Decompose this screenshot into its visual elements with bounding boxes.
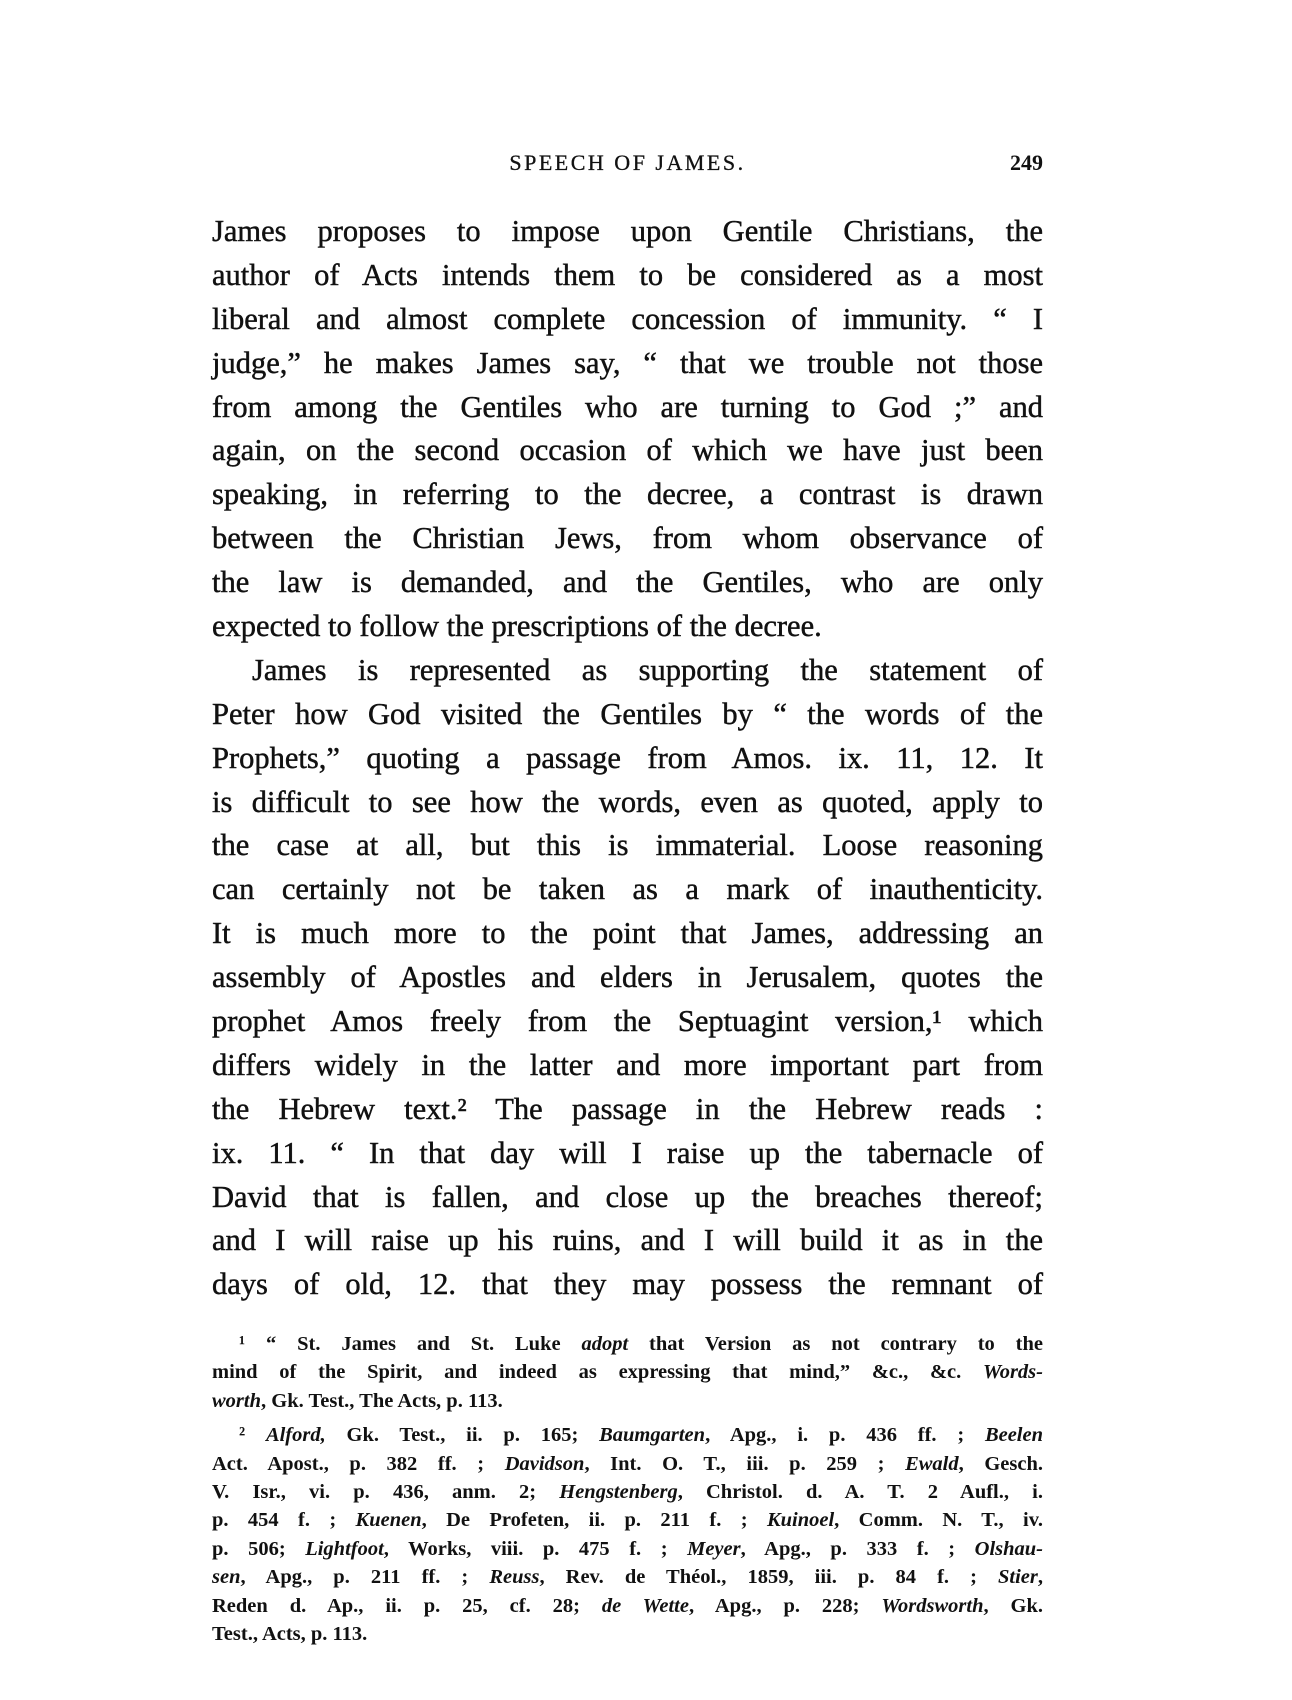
text-line: differs widely in the latter and more important part from bbox=[212, 1047, 1043, 1082]
text-line: is difficult to see how the words, even as quoted, apply to bbox=[212, 784, 1043, 819]
footnote-citation-italic: Hengstenberg bbox=[559, 1480, 678, 1503]
text-line: expected to follow the prescriptions of the decree. bbox=[212, 609, 822, 644]
text-line: can certainly not be taken as a mark of inauthenticity. bbox=[212, 872, 1043, 907]
footnote-citation-italic: Alford, bbox=[265, 1424, 326, 1447]
footnote-text: , Rev. de Théol., 1859, iii. p. 84 f. ; bbox=[539, 1566, 998, 1589]
footnote-citation-italic: Stier bbox=[998, 1566, 1038, 1589]
footnote-citation-italic: Kuinoel bbox=[766, 1509, 835, 1532]
footnote-line bbox=[212, 1563, 1043, 1591]
footnote-line bbox=[212, 1592, 1043, 1620]
footnote-line bbox=[212, 1535, 1043, 1563]
footnote-line bbox=[212, 1421, 1043, 1449]
running-title: SPEECH OF JAMES. bbox=[509, 150, 746, 175]
text-line: judge,” he makes James say, “ that we trouble not those bbox=[212, 345, 1043, 380]
footnote-text: , Gk. Test., The Acts, p. 113. bbox=[261, 1389, 503, 1412]
text-line: It is much more to the point that James, addressing an bbox=[212, 916, 1043, 951]
text-line: James proposes to impose upon Gentile Christians, the bbox=[212, 214, 1043, 248]
footnote-citation-italic: Meyer bbox=[687, 1537, 741, 1560]
footnote-text: that Version as not contrary to the bbox=[628, 1333, 1043, 1355]
text-line: again, on the second occasion of which we have just been bbox=[212, 433, 1043, 468]
text-line: assembly of Apostles and elders in Jerusalem, quotes the bbox=[212, 960, 1043, 995]
footnote-citation-italic: Ewald bbox=[905, 1452, 959, 1475]
text-line: from among the Gentiles who are turning to God ;” and bbox=[212, 389, 1043, 424]
footnote-text: mind of the Spirit, and indeed as expressing that mind,” &c., &c. bbox=[212, 1361, 983, 1384]
footnote-citation-italic: Olshau- bbox=[974, 1537, 1044, 1560]
footnote-text: , Gesch. bbox=[958, 1452, 1043, 1475]
footnote-text: ¹ “ St. James and St. Luke bbox=[239, 1333, 582, 1355]
footnote-text: Gk. Test., ii. p. 165; bbox=[325, 1424, 600, 1447]
footnote-text: , Christol. d. A. T. 2 Aufl., i. bbox=[677, 1480, 1043, 1503]
footnote-citation-italic: sen bbox=[212, 1566, 241, 1589]
text-line: Peter how God visited the Gentiles by “ the words of the bbox=[212, 696, 1043, 731]
text-line: David that is fallen, and close up the breaches thereof; bbox=[212, 1179, 1043, 1214]
footnote-citation-italic: Wordsworth bbox=[881, 1594, 984, 1617]
page-number: 249 bbox=[1010, 150, 1043, 175]
footnote-text: p. 454 f. ; bbox=[212, 1509, 356, 1532]
footnote-text: , Apg., p. 211 ff. ; bbox=[240, 1566, 490, 1589]
text-line: liberal and almost complete concession of immunity. “ I bbox=[212, 301, 1043, 336]
footnote-text: Test., Acts, p. 113. bbox=[212, 1622, 368, 1645]
footnote-citation-italic: adopt bbox=[581, 1333, 629, 1355]
footnote-line bbox=[212, 1358, 1043, 1386]
footnote-text: , Gk. bbox=[983, 1594, 1043, 1617]
footnote-line bbox=[212, 1450, 1043, 1478]
footnote-line bbox=[212, 1478, 1043, 1506]
footnote-text: , Comm. N. T., iv. bbox=[834, 1509, 1043, 1532]
footnote-citation-italic: de Wette bbox=[601, 1594, 689, 1617]
text-line: between the Christian Jews, from whom observance of bbox=[212, 521, 1043, 556]
footnote-line bbox=[212, 1330, 1043, 1358]
text-line: days of old, 12. that they may possess the remnant of bbox=[212, 1267, 1043, 1302]
footnote-2 bbox=[212, 1421, 1043, 1648]
text-line: the Hebrew text.² The passage in the Hebrew reads : bbox=[212, 1091, 1043, 1126]
footnote-text: , bbox=[1037, 1566, 1043, 1589]
footnote-line bbox=[212, 1387, 1043, 1415]
footnote-citation-italic: worth bbox=[212, 1389, 261, 1412]
text-line: the case at all, but this is immaterial. Loose reasoning bbox=[212, 828, 1043, 863]
text-line: prophet Amos freely from the Septuagint version,¹ which bbox=[212, 1004, 1043, 1039]
footnote-1 bbox=[212, 1330, 1043, 1415]
footnote-citation-italic: Davidson bbox=[504, 1452, 585, 1475]
footnote-citation-italic: Baumgarten bbox=[599, 1424, 706, 1447]
footnote-text: , De Profeten, ii. p. 211 f. ; bbox=[421, 1509, 767, 1532]
page-header bbox=[212, 150, 1043, 186]
footnote-text: p. 506; bbox=[212, 1537, 306, 1560]
text-line: author of Acts intends them to be considered as a most bbox=[212, 257, 1043, 292]
footnote-text: , Apg., p. 333 f. ; bbox=[740, 1537, 975, 1560]
footnote-text: , Apg., i. p. 436 ff. ; bbox=[705, 1424, 985, 1447]
footnote-text: , Apg., p. 228; bbox=[688, 1594, 882, 1617]
text-line: speaking, in referring to the decree, a contrast is drawn bbox=[212, 477, 1043, 512]
footnote-text: Act. Apost., p. 382 ff. ; bbox=[212, 1452, 505, 1475]
footnote-text: ² bbox=[239, 1424, 266, 1447]
text-line: ix. 11. “ In that day will I raise up the tabernacle of bbox=[212, 1135, 1043, 1170]
footnote-text: , Works, viii. p. 475 f. ; bbox=[383, 1537, 688, 1560]
footnote-citation-italic: Kuenen bbox=[355, 1509, 422, 1532]
footnote-text: , Int. O. T., iii. p. 259 ; bbox=[584, 1452, 906, 1475]
footnotes bbox=[212, 1330, 1043, 1654]
footnote-citation-italic: Words- bbox=[983, 1361, 1043, 1384]
footnote-citation-italic: Beelen bbox=[984, 1424, 1044, 1447]
text-line: and I will raise up his ruins, and I will build it as in the bbox=[212, 1223, 1043, 1258]
footnote-text: Reden d. Ap., ii. p. 25, cf. 28; bbox=[212, 1594, 602, 1617]
text-line: Prophets,” quoting a passage from Amos. ix. 11, 12. It bbox=[212, 740, 1043, 775]
text-line: James is represented as supporting the statement of bbox=[252, 652, 1043, 687]
footnote-line bbox=[212, 1620, 1043, 1648]
footnote-citation-italic: Reuss bbox=[489, 1566, 540, 1589]
text-line: the law is demanded, and the Gentiles, who are only bbox=[212, 565, 1043, 600]
body-text bbox=[212, 210, 1043, 1307]
footnote-citation-italic: Lightfoot bbox=[305, 1537, 384, 1560]
footnote-line bbox=[212, 1506, 1043, 1534]
footnote-text: V. Isr., vi. p. 436, anm. 2; bbox=[212, 1480, 560, 1503]
